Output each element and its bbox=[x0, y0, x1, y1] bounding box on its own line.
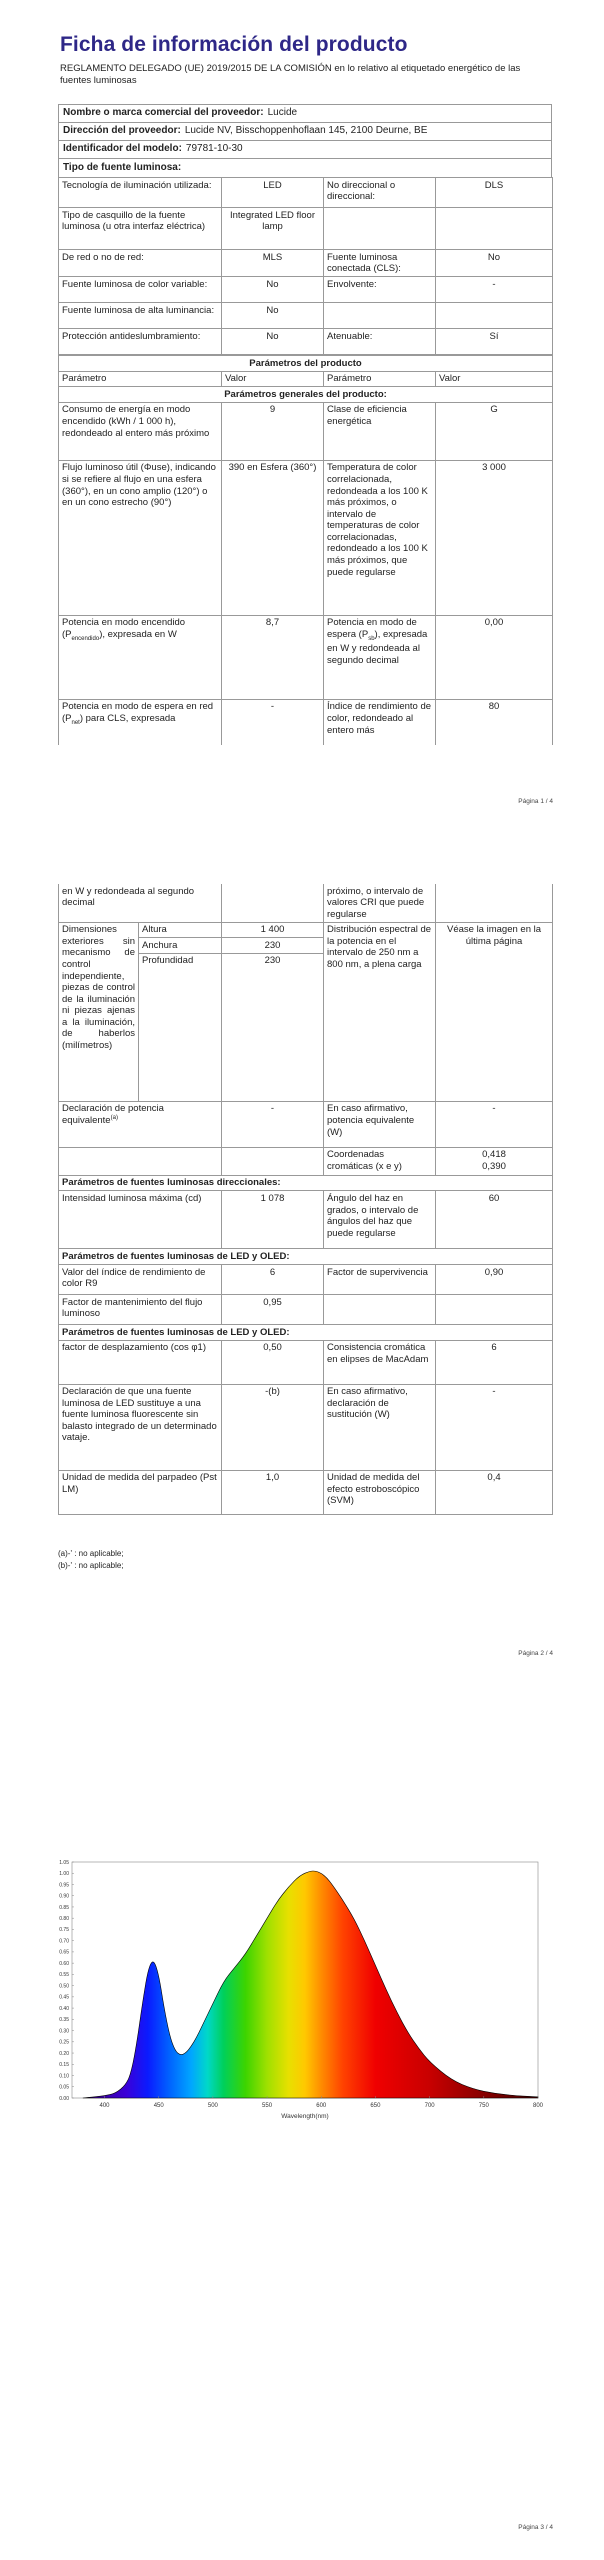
param-value: Sí bbox=[436, 329, 553, 355]
param-label: Potencia en modo de espera $(P_{sb})$, expresada en W y redondeada al segundo decimal bbox=[324, 615, 436, 699]
page-2 bbox=[0, 836, 604, 1672]
y-tick-label: 0.15 bbox=[59, 2062, 69, 2069]
chromaticity-label: Coordenadas cromáticas (x e y) bbox=[324, 1147, 436, 1175]
param-label: Protección antideslumbramiento: bbox=[59, 329, 222, 355]
param-label: Unidad de medida del parpadeo (Pst LM) bbox=[59, 1470, 222, 1514]
led-params-title-2: Parámetros de fuentes luminosas de LED y OLED: bbox=[59, 1325, 553, 1341]
page-title: Ficha de información del producto bbox=[60, 33, 408, 56]
type-row bbox=[59, 303, 553, 329]
param-label: Tipo de casquillo de la fuente luminosa (u otra interfaz eléctrica) bbox=[59, 208, 222, 250]
param-value: 0,50 bbox=[222, 1340, 324, 1384]
param-value: 0,90 bbox=[436, 1265, 553, 1295]
y-tick-label: 0.95 bbox=[59, 1882, 69, 1889]
param-label: próximo, o intervalo de valores CRI que puede regularse bbox=[324, 884, 436, 922]
param-label: Consumo de energía en modo encendido (kWh / 1 000 h), redondeado al entero más próximo bbox=[59, 402, 222, 460]
param-label bbox=[324, 208, 436, 250]
param-value: 6 bbox=[222, 1265, 324, 1295]
param-value: G bbox=[436, 402, 553, 460]
x-tick-label: 750 bbox=[478, 2103, 489, 2109]
parameters-table bbox=[58, 355, 553, 745]
param-value: - bbox=[436, 277, 553, 303]
equivalent-power-value: - bbox=[222, 1101, 324, 1147]
model-id-label: Identificador del modelo: bbox=[63, 143, 182, 155]
model-id-value: 79781-10-30 bbox=[185, 143, 243, 155]
param-label bbox=[324, 303, 436, 329]
footnotes bbox=[58, 1548, 124, 1571]
param-value: No bbox=[222, 303, 324, 329]
equivalent-power-label: Declaración de potencia equivalente$^{(a)}$ bbox=[59, 1101, 222, 1147]
y-tick-label: 0.35 bbox=[59, 2017, 69, 2024]
dimensions-label: Dimensiones exteriores sin mecanismo de control independiente, piezas de control de la iluminación ni piezas ajenas a la iluminación, de haberlos (milímetros) bbox=[59, 922, 139, 1101]
x-tick-label: 500 bbox=[207, 2103, 218, 2109]
param-label: Intensidad luminosa máxima (cd) bbox=[59, 1191, 222, 1249]
y-tick-label: 0.70 bbox=[59, 1938, 69, 1945]
y-tick-label: 0.75 bbox=[59, 1927, 69, 1934]
type-row bbox=[59, 277, 553, 303]
col-value-header: Valor bbox=[436, 371, 553, 387]
y-tick-label: 0.00 bbox=[59, 2095, 69, 2102]
y-tick-label: 0.50 bbox=[59, 1983, 69, 1990]
param-label: Atenuable: bbox=[324, 329, 436, 355]
param-value: 1 078 bbox=[222, 1191, 324, 1249]
param-label: Ángulo del haz en grados, o intervalo de ángulos del haz que puede regularse bbox=[324, 1191, 436, 1249]
y-tick-label: 0.60 bbox=[59, 1960, 69, 1967]
param-label: No direccional o direccional: bbox=[324, 178, 436, 208]
col-param-header: Parámetro bbox=[324, 371, 436, 387]
page-1 bbox=[0, 0, 604, 836]
param-label: En caso afirmativo, declaración de sustitución (W) bbox=[324, 1384, 436, 1470]
type-row bbox=[59, 250, 553, 277]
param-value: 390 en Esfera (360°) bbox=[222, 460, 324, 615]
spectral-distribution-label: Distribución espectral de la potencia en el intervalo de 250 nm a 800 nm, a plena carga bbox=[324, 922, 436, 1101]
param-label: Declaración de que una fuente luminosa de LED sustituye a una fuente luminosa fluorescente sin balasto integrado de un determinado vataje. bbox=[59, 1384, 222, 1470]
param-value: LED bbox=[222, 178, 324, 208]
dimension-name: Anchura bbox=[139, 938, 222, 954]
type-table bbox=[58, 177, 553, 355]
x-tick-label: 600 bbox=[316, 2103, 327, 2109]
param-label: De red o no de red: bbox=[59, 250, 222, 277]
dimension-value: 1 400 bbox=[222, 922, 324, 938]
y-tick-label: 1.00 bbox=[59, 1871, 69, 1878]
params-section-title: Parámetros del producto bbox=[59, 356, 553, 372]
y-tick-label: 0.20 bbox=[59, 2050, 69, 2057]
y-tick-label: 1.05 bbox=[59, 1859, 69, 1866]
model-id-row bbox=[59, 141, 551, 159]
param-value: Integrated LED floor lamp bbox=[222, 208, 324, 250]
param-label: Consistencia cromática en elipses de MacAdam bbox=[324, 1340, 436, 1384]
param-label: Temperatura de color correlacionada, redondeada a los 100 K más próximos, o intervalo de temperaturas de color correlacionadas, redondeado a los 100 K más próximos, que puede regularse bbox=[324, 460, 436, 615]
dimension-name: Altura bbox=[139, 922, 222, 938]
param-value: 3 000 bbox=[436, 460, 553, 615]
page-number: Página 2 / 4 bbox=[518, 1650, 553, 1657]
page-3 bbox=[0, 1672, 604, 2560]
param-value: No bbox=[222, 277, 324, 303]
param-value: 0,95 bbox=[222, 1295, 324, 1325]
param-value: MLS bbox=[222, 250, 324, 277]
param-label: Índice de rendimiento de color, redondeado al entero más bbox=[324, 699, 436, 745]
param-value: - bbox=[436, 1384, 553, 1470]
param-value: 0,00 bbox=[436, 615, 553, 699]
x-tick-label: 700 bbox=[424, 2103, 435, 2109]
param-value: - bbox=[222, 699, 324, 745]
param-value: 80 bbox=[436, 699, 553, 745]
chromaticity-y: 0,390 bbox=[482, 1160, 506, 1172]
param-value: 9 bbox=[222, 402, 324, 460]
y-tick-label: 0.45 bbox=[59, 1994, 69, 2001]
param-label: en W y redondeada al segundo decimal bbox=[59, 884, 222, 922]
y-tick-label: 0.30 bbox=[59, 2028, 69, 2035]
supplier-brand-value: Lucide bbox=[267, 107, 298, 119]
regulation-text: REGLAMENTO DELEGADO (UE) 2019/2015 DE LA COMISIÓN en lo relativo al etiquetado energético de las fuentes luminosas bbox=[60, 63, 521, 87]
param-value bbox=[436, 303, 553, 329]
param-value: No bbox=[436, 250, 553, 277]
general-params-title: Parámetros generales del producto: bbox=[59, 387, 553, 403]
param-label: Factor de mantenimiento del flujo luminoso bbox=[59, 1295, 222, 1325]
supplier-brand-label: Nombre o marca comercial del proveedor: bbox=[63, 107, 264, 119]
chromaticity-x: 0,418 bbox=[482, 1149, 506, 1161]
param-value: 8,7 bbox=[222, 615, 324, 699]
param-value: 0,4 bbox=[436, 1470, 553, 1514]
y-tick-label: 0.90 bbox=[59, 1893, 69, 1900]
dimension-name: Profundidad bbox=[139, 953, 222, 1101]
x-tick-label: 650 bbox=[370, 2103, 381, 2109]
param-label: Valor del índice de rendimiento de color R9 bbox=[59, 1265, 222, 1295]
param-value: DLS bbox=[436, 178, 553, 208]
chromaticity-value bbox=[436, 1147, 553, 1175]
param-value bbox=[436, 208, 553, 250]
equivalent-power-right-value: - bbox=[436, 1101, 553, 1147]
x-axis-label: Wavelength(nm) bbox=[281, 2113, 329, 2120]
param-label: Fuente luminosa de alta luminancia: bbox=[59, 303, 222, 329]
param-label: Fuente luminosa conectada (CLS): bbox=[324, 250, 436, 277]
col-param-header: Parámetro bbox=[59, 371, 222, 387]
type-row bbox=[59, 329, 553, 355]
param-label: Potencia en modo de espera en red $(P_{net})$ para CLS, expresada bbox=[59, 699, 222, 745]
supplier-address-row bbox=[59, 123, 551, 141]
y-tick-label: 0.05 bbox=[59, 2084, 69, 2091]
light-source-type-row bbox=[59, 159, 551, 177]
spectral-power-chart-svg bbox=[52, 1856, 548, 2122]
param-label: Unidad de medida del efecto estroboscópico (SVM) bbox=[324, 1470, 436, 1514]
supplier-address-label: Dirección del proveedor: bbox=[63, 125, 181, 137]
parameters-table-continued bbox=[58, 884, 552, 1515]
param-value: -(b) bbox=[222, 1384, 324, 1470]
param-value: No bbox=[222, 329, 324, 355]
x-tick-label: 400 bbox=[99, 2103, 110, 2109]
y-tick-label: 0.55 bbox=[59, 1972, 69, 1979]
param-label: factor de desplazamiento (cos φ1) bbox=[59, 1340, 222, 1384]
light-source-type-label: Tipo de fuente luminosa: bbox=[63, 161, 182, 173]
supplier-brand-row bbox=[59, 105, 551, 123]
param-value: 60 bbox=[436, 1191, 553, 1249]
param-label: Potencia en modo encendido $(P_{encendido})$, expresada en W bbox=[59, 615, 222, 699]
spectral-power-chart bbox=[52, 1856, 548, 2122]
page-number: Página 3 / 4 bbox=[518, 2524, 553, 2531]
supplier-address-value: Lucide NV, Bisschoppenhoflaan 145, 2100 Deurne, BE bbox=[184, 125, 428, 137]
param-value: 6 bbox=[436, 1340, 553, 1384]
y-tick-label: 0.85 bbox=[59, 1904, 69, 1911]
spectral-distribution-value: Véase la imagen en la última página bbox=[436, 922, 553, 1101]
param-label: Envolvente: bbox=[324, 277, 436, 303]
param-value: 1,0 bbox=[222, 1470, 324, 1514]
equivalent-power-right-label: En caso afirmativo, potencia equivalente (W) bbox=[324, 1101, 436, 1147]
dimension-value: 230 bbox=[222, 938, 324, 954]
x-tick-label: 450 bbox=[153, 2103, 164, 2109]
type-row bbox=[59, 178, 553, 208]
led-params-title: Parámetros de fuentes luminosas de LED y OLED: bbox=[59, 1249, 553, 1265]
param-label: Clase de eficiencia energética bbox=[324, 402, 436, 460]
dimension-value: 230 bbox=[222, 953, 324, 1101]
y-tick-label: 0.25 bbox=[59, 2039, 69, 2046]
x-tick-label: 800 bbox=[532, 2103, 544, 2109]
param-label: Fuente luminosa de color variable: bbox=[59, 277, 222, 303]
param-label: Factor de supervivencia bbox=[324, 1265, 436, 1295]
page-number: Página 1 / 4 bbox=[518, 798, 553, 805]
x-tick-label: 550 bbox=[262, 2103, 273, 2109]
y-tick-label: 0.40 bbox=[59, 2005, 69, 2012]
type-row bbox=[59, 208, 553, 250]
footnote-b: (b)-' : no aplicable; bbox=[58, 1560, 124, 1570]
y-tick-label: 0.80 bbox=[59, 1915, 69, 1922]
y-tick-label: 0.10 bbox=[59, 2073, 69, 2080]
y-tick-label: 0.65 bbox=[59, 1949, 69, 1956]
col-value-header: Valor bbox=[222, 371, 324, 387]
param-label: Tecnología de iluminación utilizada: bbox=[59, 178, 222, 208]
directional-params-title: Parámetros de fuentes luminosas direccionales: bbox=[59, 1175, 553, 1191]
footnote-a: (a)-' : no aplicable; bbox=[58, 1549, 124, 1558]
product-info-sheet bbox=[58, 104, 552, 745]
param-label: Flujo luminoso útil (Φuse), indicando si se refiere al flujo en una esfera (360°), en un cono amplio (120°) o en un cono estrecho (90°) bbox=[59, 460, 222, 615]
